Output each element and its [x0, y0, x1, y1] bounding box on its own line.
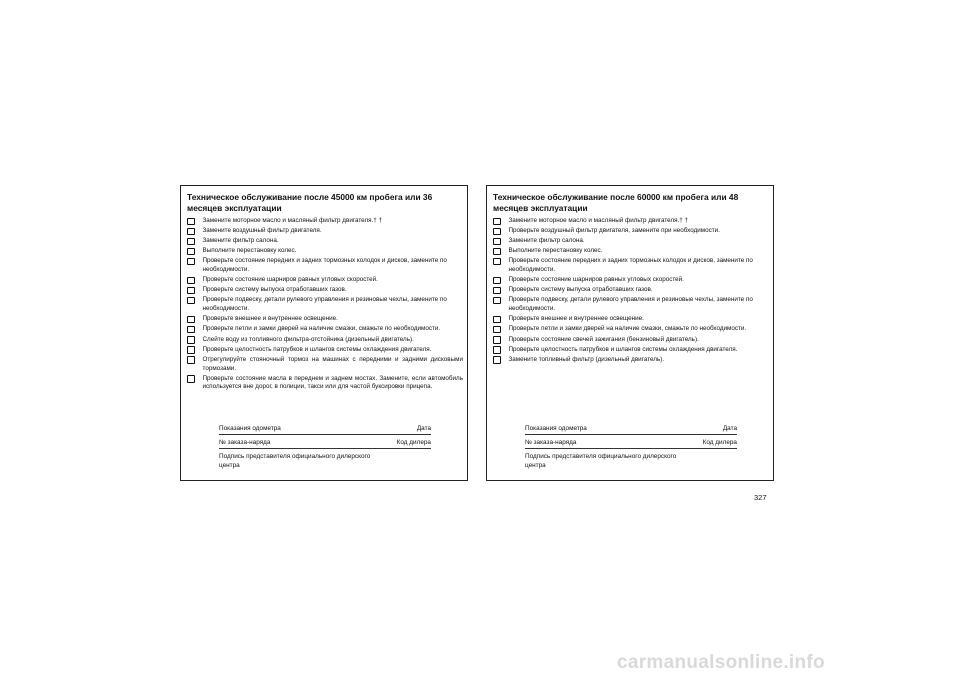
checklist-item — [493, 237, 769, 246]
item-label: Проверьте систему выпуска отработавших газов. — [508, 286, 653, 294]
checkbox[interactable] — [493, 316, 501, 324]
checkbox[interactable] — [493, 326, 501, 334]
checklist-item — [493, 276, 769, 285]
item-label: Проверьте состояние передних и задних тормозных колодок и дисков, замените по необходимости. — [202, 257, 447, 274]
item-label: Проверьте петли и замки дверей на наличие смазки, смажьте по необходимости. — [202, 325, 441, 333]
item-label: Проверьте состояние масла в переднем и заднем мостах. Замените, если автомобиль используется вне дорог, в полиции, такси или для частой буксировки прицепа. — [202, 374, 463, 391]
watermark: carmanualsonline.info — [617, 652, 825, 673]
checklist-item — [187, 325, 463, 334]
checklist-item — [493, 247, 769, 256]
item-label: Проверьте состояние передних и задних тормозных колодок и дисков, замените по необходимости. — [508, 257, 753, 274]
checkbox[interactable] — [187, 375, 195, 383]
checklist-item — [493, 315, 769, 324]
item-label: Выполните перестановку колес. — [508, 247, 603, 255]
checklist-item — [187, 296, 463, 314]
item-label: Проверьте внешнее и внутреннее освещение. — [202, 315, 338, 323]
odometer-row — [525, 424, 737, 435]
checkbox[interactable] — [493, 277, 501, 285]
checklist-item — [187, 286, 463, 295]
rep-signature-label: Подпись представителя официального дилерского центра — [525, 453, 677, 469]
item-label: Проверьте подвеску, детали рулевого управления и резиновые чехлы, замените по необходимости. — [508, 296, 753, 313]
panel-title: Техническое обслуживание после 60000 км пробега или 48 месяцев эксплуатации — [493, 192, 739, 213]
checkbox[interactable] — [187, 228, 195, 236]
item-label: Проверьте систему выпуска отработавших газов. — [202, 286, 347, 294]
item-label: Проверьте подвеску, детали рулевого управления и резиновые чехлы, замените по необходимости. — [202, 296, 447, 313]
item-label: Проверьте внешнее и внутреннее освещение. — [508, 315, 644, 323]
checkbox[interactable] — [493, 258, 501, 266]
page-number: 327 — [754, 493, 767, 502]
checklist — [493, 217, 769, 366]
odometer-row — [219, 424, 431, 435]
checkbox[interactable] — [187, 316, 195, 324]
checkbox[interactable] — [187, 238, 195, 246]
checkbox[interactable] — [187, 277, 195, 285]
rep-signature-label: Подпись представителя официального дилерского центра — [219, 453, 371, 469]
checklist-item — [187, 217, 463, 226]
item-label: Замените моторное масло и масляный фильтр двигателя.† † — [202, 217, 383, 224]
checkbox[interactable] — [187, 356, 195, 364]
checkbox[interactable] — [187, 346, 195, 354]
item-label: Отрегулируйте стояночный тормоз на машинах с передними и задними дисковыми тормозами. — [202, 355, 463, 372]
item-label: Слейте воду из топливного фильтра-отстойника (дизельный двигатель). — [202, 335, 414, 343]
item-label: Проверьте целостность патрубков и шлангов системы охлаждения двигателя. — [202, 345, 432, 353]
checklist-item — [493, 346, 769, 355]
checkbox[interactable] — [493, 248, 501, 256]
checklist — [187, 217, 463, 394]
checklist-item — [493, 325, 769, 334]
checklist-item — [493, 227, 769, 236]
checklist-item — [187, 257, 463, 275]
checklist-item — [187, 356, 463, 374]
item-label: Проверьте целостность патрубков и шлангов системы охлаждения двигателя. — [508, 345, 738, 353]
panel-title: Техническое обслуживание после 45000 км пробега или 36 месяцев эксплуатации — [187, 192, 433, 213]
item-label: Проверьте воздушный фильтр двигателя, замените при необходимости. — [508, 227, 720, 235]
checklist-item — [187, 315, 463, 324]
dealer-code-label: Код дилера — [396, 439, 431, 446]
item-label: Проверьте состояние свечей зажигания (бензиновый двигатель). — [508, 335, 699, 343]
item-label: Проверьте петли и замки дверей на наличие смазки, смажьте по необходимости. — [508, 325, 747, 333]
dealer-code-label: Код дилера — [702, 439, 737, 446]
order-number-label: № заказа-наряда — [525, 439, 577, 446]
date-label: Дата — [722, 425, 737, 432]
item-label: Выполните перестановку колес. — [202, 247, 297, 255]
checklist-item — [187, 346, 463, 355]
signature-block — [525, 424, 737, 470]
item-label: Замените топливный фильтр (дизельный двигатель). — [508, 355, 665, 363]
checklist-item — [187, 336, 463, 345]
checklist-item — [493, 217, 769, 226]
signature-block — [219, 424, 431, 470]
checklist-item — [187, 247, 463, 256]
checkbox[interactable] — [493, 346, 501, 354]
checklist-item — [493, 336, 769, 345]
item-label: Замените фильтр салона. — [508, 237, 585, 245]
odometer-label: Показания одометра — [219, 425, 281, 432]
checklist-item — [493, 257, 769, 275]
checkbox[interactable] — [187, 248, 195, 256]
checkbox[interactable] — [187, 258, 195, 266]
checkbox[interactable] — [493, 356, 501, 364]
checklist-item — [187, 276, 463, 285]
checklist-item — [187, 227, 463, 236]
checkbox[interactable] — [187, 336, 195, 344]
checklist-item — [493, 296, 769, 314]
odometer-label: Показания одометра — [525, 425, 587, 432]
item-label: Замените воздушный фильтр двигателя. — [202, 227, 322, 235]
checkbox[interactable] — [187, 218, 195, 226]
order-row — [525, 438, 737, 449]
checkbox[interactable] — [493, 218, 501, 226]
checkbox[interactable] — [493, 336, 501, 344]
order-number-label: № заказа-наряда — [219, 439, 271, 446]
item-label: Проверьте состояние шарниров равных угловых скоростей. — [202, 276, 378, 284]
item-label: Замените фильтр салона. — [202, 237, 279, 245]
checkbox[interactable] — [187, 297, 195, 305]
checkbox[interactable] — [493, 238, 501, 246]
checklist-item — [493, 356, 769, 365]
checkbox[interactable] — [187, 326, 195, 334]
checklist-item — [187, 375, 463, 393]
checklist-item — [493, 286, 769, 295]
service-panel-60000 — [486, 185, 774, 481]
date-label: Дата — [416, 425, 431, 432]
checkbox[interactable] — [187, 287, 195, 295]
order-row — [219, 438, 431, 449]
item-label: Замените моторное масло и масляный фильтр двигателя.† † — [508, 217, 689, 224]
checkbox[interactable] — [493, 297, 501, 305]
checklist-item — [187, 237, 463, 246]
service-panel-45000 — [180, 185, 468, 481]
checkbox[interactable] — [493, 287, 501, 295]
item-label: Проверьте состояние шарниров равных угловых скоростей. — [508, 276, 684, 284]
checkbox[interactable] — [493, 228, 501, 236]
